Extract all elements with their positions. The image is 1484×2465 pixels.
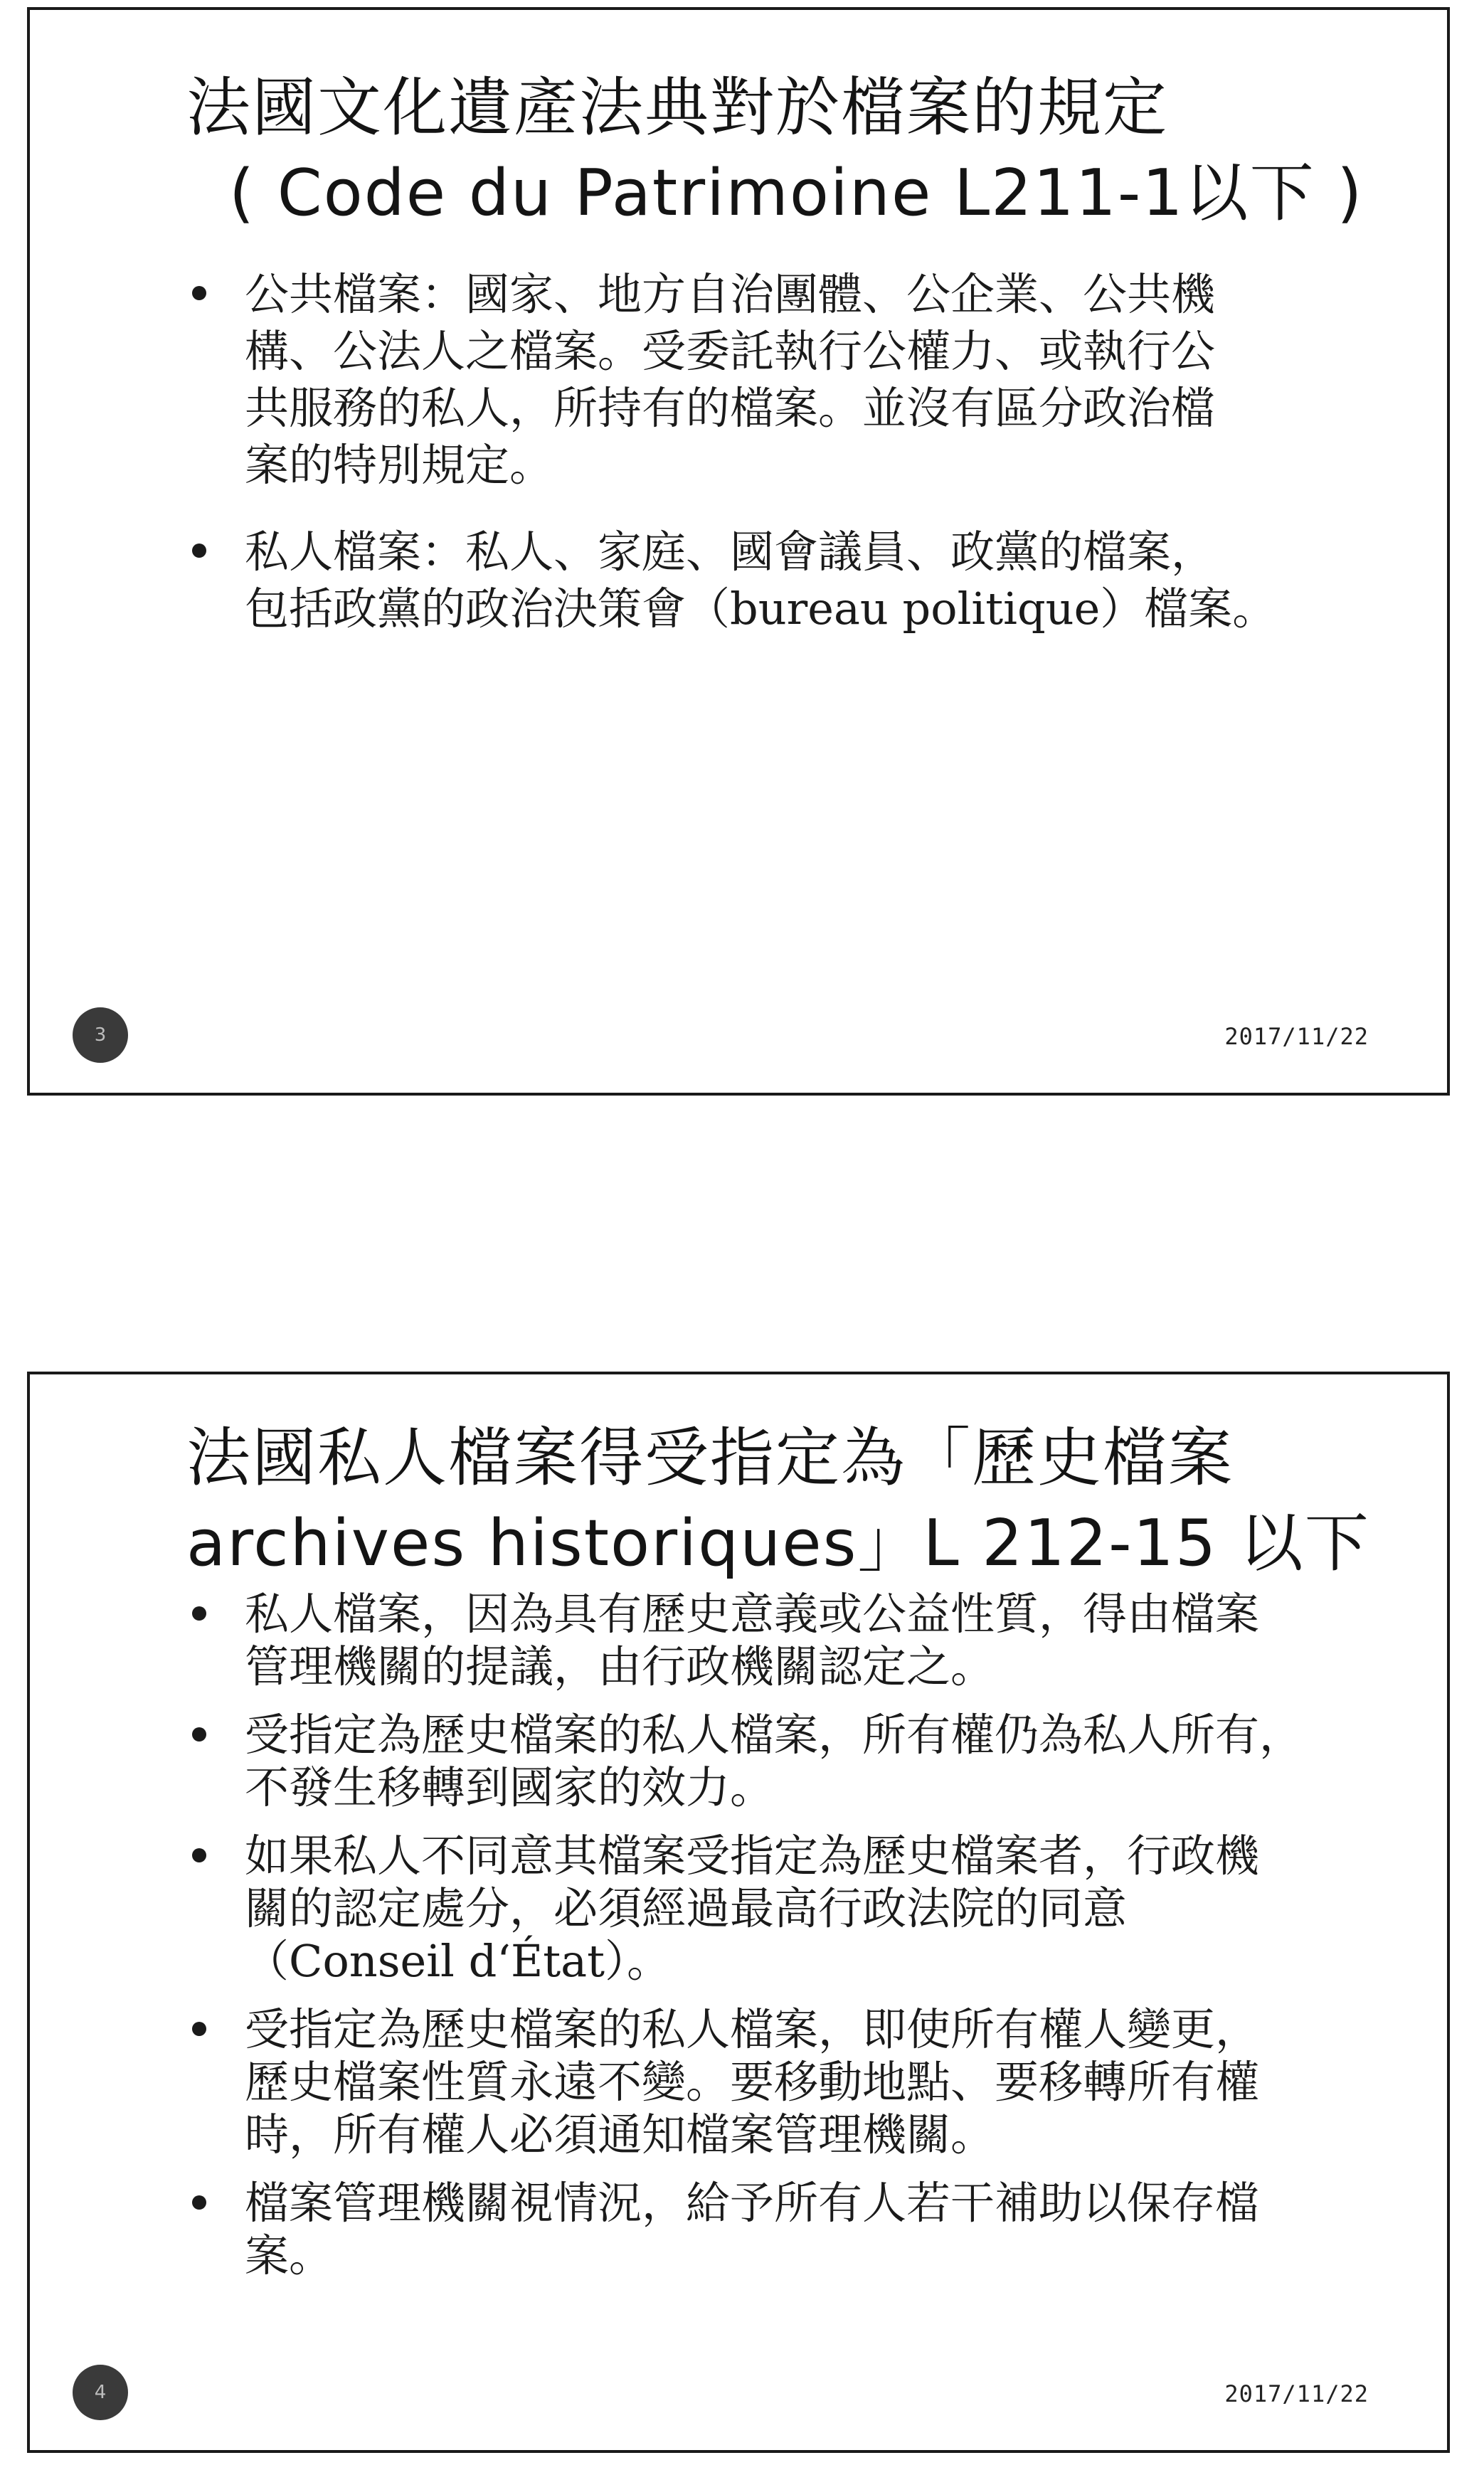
bullet-item bbox=[186, 1830, 1410, 1988]
slide-date: 2017/11/22 bbox=[1224, 2380, 1369, 2407]
bullet-item bbox=[186, 1588, 1410, 1693]
bullet-dot-icon bbox=[192, 2195, 206, 2210]
bullet-dot-icon bbox=[192, 1727, 206, 1742]
title-line: ( Code du Patrimoine L211-1以下 ) bbox=[229, 156, 1364, 230]
slide-3 bbox=[27, 7, 1450, 1096]
bullet-list bbox=[186, 1588, 1410, 2298]
slide-date: 2017/11/22 bbox=[1224, 1023, 1369, 1050]
bullet-list bbox=[186, 266, 1410, 667]
bullet-dot-icon bbox=[192, 286, 206, 300]
bullet-item bbox=[186, 266, 1410, 494]
bullet-line: 受指定為歷史檔案的私人檔案，即使所有權人變更， bbox=[245, 2003, 1260, 2055]
bullet-line: 歷史檔案性質永遠不變。要移動地點、要移轉所有權 bbox=[245, 2056, 1260, 2108]
slide-4 bbox=[27, 1372, 1450, 2453]
bullet-line: 私人檔案，因為具有歷史意義或公益性質，得由檔案 bbox=[245, 1588, 1260, 1640]
bullet-line: 構、公法人之檔案。受委託執行公權力、或執行公 bbox=[245, 325, 1216, 377]
bullet-line: 私人檔案：私人、家庭、國會議員、政黨的檔案， bbox=[245, 526, 1216, 578]
title-line: 法國私人檔案得受指定為「歷史檔案 bbox=[186, 1421, 1234, 1495]
bullet-line: 公共檔案：國家、地方自治團體、公企業、公共機 bbox=[245, 268, 1216, 320]
bullet-line: 案。 bbox=[245, 2230, 334, 2281]
bullet-line: 檔案管理機關視情況，給予所有人若干補助以保存檔 bbox=[245, 2177, 1260, 2229]
bullet-item bbox=[186, 524, 1410, 637]
bullet-dot-icon bbox=[192, 1848, 206, 1862]
bullet-item bbox=[186, 2003, 1410, 2161]
bullet-line: 如果私人不同意其檔案受指定為歷史檔案者，行政機 bbox=[245, 1830, 1260, 1882]
bullet-line: （Conseil d‘État）。 bbox=[245, 1935, 672, 1987]
slide-title bbox=[186, 1416, 1410, 1586]
bullet-dot-icon bbox=[192, 1606, 206, 1621]
title-line: 法國文化遺產法典對於檔案的規定 bbox=[186, 70, 1168, 145]
bullet-line: 時，所有權人必須通知檔案管理機關。 bbox=[245, 2109, 995, 2161]
bullet-line: 案的特別規定。 bbox=[245, 439, 554, 491]
page-number-badge: 4 bbox=[73, 2365, 128, 2420]
bullet-line: 包括政黨的政治決策會（bureau politique）檔案。 bbox=[245, 583, 1277, 635]
bullet-line: 不發生移轉到國家的效力。 bbox=[245, 1761, 775, 1813]
slide-title bbox=[186, 65, 1410, 236]
bullet-dot-icon bbox=[192, 544, 206, 558]
bullet-item bbox=[186, 1709, 1410, 1814]
bullet-line: 管理機關的提議，由行政機關認定之。 bbox=[245, 1640, 995, 1692]
bullet-item bbox=[186, 2177, 1410, 2282]
bullet-line: 共服務的私人，所持有的檔案。並沒有區分政治檔 bbox=[245, 382, 1216, 434]
page-number-badge: 3 bbox=[73, 1007, 128, 1063]
title-line: archives historiques」L 212-15 以下 bbox=[186, 1506, 1370, 1581]
bullet-line: 關的認定處分，必須經過最高行政法院的同意 bbox=[245, 1882, 1128, 1934]
bullet-line: 受指定為歷史檔案的私人檔案，所有權仍為私人所有， bbox=[245, 1709, 1304, 1761]
bullet-dot-icon bbox=[192, 2022, 206, 2036]
